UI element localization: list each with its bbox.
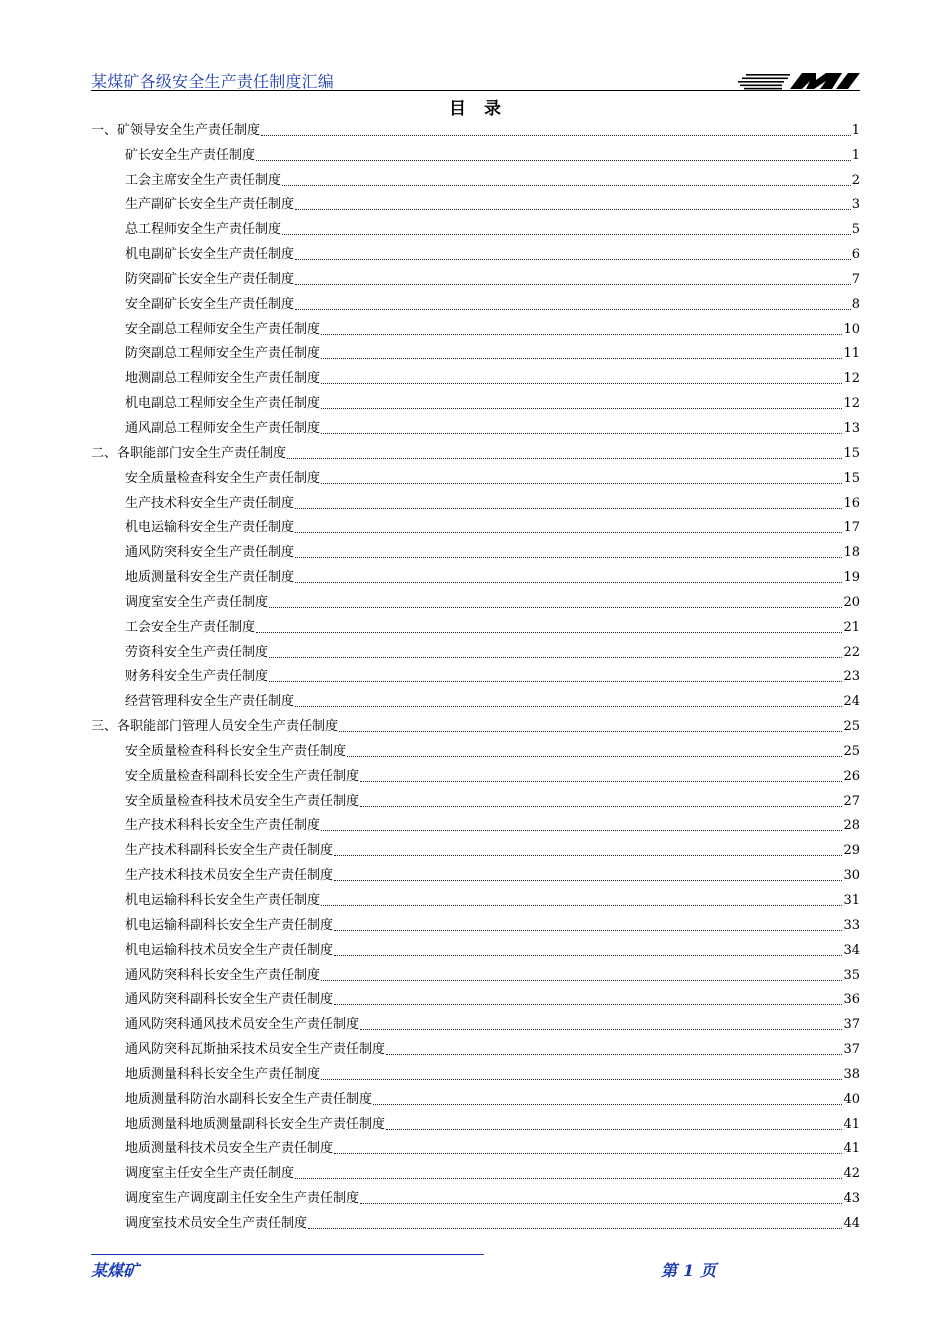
- toc-entry-page: 23: [843, 669, 860, 685]
- toc-entry[interactable]: [91, 288, 860, 313]
- toc-dot-leader: [339, 731, 842, 732]
- toc-entry[interactable]: [91, 611, 860, 636]
- toc-dot-leader: [287, 458, 842, 459]
- toc-dot-leader: [295, 557, 842, 558]
- toc-entry-title: 调度室技术员安全生产责任制度: [125, 1215, 308, 1231]
- toc-dot-leader: [295, 706, 842, 707]
- toc-entry[interactable]: [91, 487, 860, 512]
- toc-entry[interactable]: [91, 1058, 860, 1083]
- toc-entry-title: 机电运输科科长安全生产责任制度: [125, 893, 321, 908]
- toc-entry-title: 安全质量检查科副科长安全生产责任制度: [125, 768, 360, 784]
- toc-entry-page: 38: [843, 1066, 860, 1082]
- toc-entry[interactable]: [91, 412, 860, 437]
- toc-entry-page: 22: [843, 644, 860, 660]
- toc-entry-page: 20: [843, 594, 860, 610]
- toc-entry-title: 地质测量科地质测量副科长安全生产责任制度: [125, 1116, 386, 1132]
- toc-entry-title: 安全副矿长安全生产责任制度: [125, 296, 295, 312]
- toc-entry-title: 工会主席安全生产责任制度: [125, 172, 282, 188]
- toc-entry-title: 总工程师安全生产责任制度: [125, 222, 282, 238]
- page-prefix: 第: [661, 1261, 678, 1280]
- toc-entry[interactable]: [91, 834, 860, 859]
- toc-entry-page: 21: [843, 619, 860, 635]
- toc-entry-page: 3: [851, 197, 860, 213]
- toc-entry[interactable]: [91, 661, 860, 686]
- toc-dot-leader: [295, 309, 851, 310]
- toc-entry-title: 通风防突科安全生产责任制度: [125, 545, 295, 561]
- toc-dot-leader: [321, 1079, 842, 1080]
- toc-entry-title: 安全副总工程师安全生产责任制度: [125, 321, 321, 337]
- header-rule: [91, 90, 860, 91]
- toc-entry[interactable]: [91, 213, 860, 238]
- toc-entry-page: 16: [843, 495, 860, 511]
- toc-entry-title: 机电副总工程师安全生产责任制度: [125, 396, 321, 412]
- toc-dot-leader: [334, 930, 842, 931]
- toc-entry-page: 24: [843, 694, 860, 710]
- toc-dot-leader: [386, 1054, 842, 1055]
- toc-entry[interactable]: [91, 984, 860, 1009]
- toc-entry-title: 经营管理科安全生产责任制度: [125, 694, 295, 710]
- toc-dot-leader: [334, 955, 842, 956]
- stylized-m-logo-icon: [736, 72, 860, 90]
- toc-entry-title: 矿长安全生产责任制度: [125, 147, 256, 163]
- toc-entry-page: 42: [843, 1166, 860, 1182]
- toc-entry-title: 工会安全生产责任制度: [125, 619, 256, 635]
- toc-entry-title: 生产副矿长安全生产责任制度: [125, 197, 295, 213]
- toc-entry-page: 34: [843, 942, 860, 958]
- toc-entry-page: 15: [843, 470, 860, 486]
- toc-section-entry[interactable]: [91, 710, 860, 735]
- footer-org: 某煤矿: [91, 1261, 140, 1280]
- toc-dot-leader: [269, 607, 842, 608]
- toc-entry-page: 8: [851, 296, 860, 312]
- toc-entry[interactable]: [91, 884, 860, 909]
- toc-entry-page: 27: [843, 793, 860, 809]
- toc-dot-leader: [295, 259, 851, 260]
- toc-entry-page: 1: [851, 122, 860, 138]
- toc-entry-title: 调度室安全生产责任制度: [125, 594, 269, 610]
- toc-dot-leader: [334, 880, 842, 881]
- toc-dot-leader: [256, 632, 842, 633]
- toc-entry-title: 地测副总工程师安全生产责任制度: [125, 371, 321, 387]
- toc-entry-title: 安全质量检查科技术员安全生产责任制度: [125, 793, 360, 809]
- toc-dot-leader: [321, 433, 842, 434]
- toc-dot-leader: [360, 781, 842, 782]
- toc-dot-leader: [347, 756, 842, 757]
- toc-dot-leader: [295, 582, 842, 583]
- toc-entry-page: 2: [851, 172, 860, 188]
- toc-entry[interactable]: [91, 561, 860, 586]
- toc-entry-page: 7: [851, 271, 860, 287]
- toc-dot-leader: [321, 383, 842, 384]
- page-header: [91, 66, 860, 92]
- toc-entry[interactable]: [91, 586, 860, 611]
- toc-entry-title: 调度室生产调度副主任安全生产责任制度: [125, 1191, 360, 1207]
- toc-dot-leader: [321, 980, 842, 981]
- toc-dot-leader: [321, 830, 842, 831]
- toc-entry-title: 机电运输科副科长安全生产责任制度: [125, 917, 334, 933]
- toc-entry[interactable]: [91, 512, 860, 537]
- toc-entry[interactable]: [91, 1083, 860, 1108]
- toc-dot-leader: [269, 681, 842, 682]
- toc-dot-leader: [295, 532, 842, 533]
- toc-entry[interactable]: [91, 1182, 860, 1207]
- toc-entry-page: 12: [843, 396, 860, 412]
- toc-entry-page: 19: [843, 570, 860, 586]
- toc-entry[interactable]: [91, 1207, 860, 1232]
- toc-entry-title: 机电运输科技术员安全生产责任制度: [125, 942, 334, 958]
- toc-entry[interactable]: [91, 1157, 860, 1182]
- toc-dot-leader: [295, 209, 851, 210]
- toc-entry[interactable]: [91, 685, 860, 710]
- toc-dot-leader: [386, 1129, 842, 1130]
- toc-entry[interactable]: [91, 785, 860, 810]
- toc-dot-leader: [256, 160, 851, 161]
- toc-entry[interactable]: [91, 760, 860, 785]
- toc-entry[interactable]: [91, 338, 860, 363]
- toc-dot-leader: [360, 806, 842, 807]
- toc-entry-page: 15: [843, 445, 860, 461]
- toc-entry-page: 30: [843, 868, 860, 884]
- toc-entry-page: 25: [843, 743, 860, 759]
- toc-title: 目录: [449, 99, 519, 119]
- page-suffix: 页: [700, 1261, 717, 1280]
- toc-entry-page: 40: [843, 1091, 860, 1107]
- toc-entry-title: 地质测量科安全生产责任制度: [125, 570, 295, 586]
- toc-dot-leader: [321, 408, 842, 409]
- toc-entry-title: 机电运输科安全生产责任制度: [125, 520, 295, 536]
- toc-entry-title: 通风防突科瓦斯抽采技术员安全生产责任制度: [125, 1042, 386, 1058]
- toc-entry-title: 通风防突科副科长安全生产责任制度: [125, 992, 334, 1008]
- toc-dot-leader: [334, 1004, 842, 1005]
- toc-entry-page: 12: [843, 371, 860, 387]
- toc-entry[interactable]: [91, 164, 860, 189]
- toc-entry-title: 地质测量科技术员安全生产责任制度: [125, 1141, 334, 1157]
- toc-dot-leader: [373, 1104, 842, 1105]
- toc-entry-title: 通风副总工程师安全生产责任制度: [125, 420, 321, 436]
- toc-entry-page: 41: [843, 1116, 860, 1132]
- toc-entry[interactable]: [91, 1033, 860, 1058]
- toc-entry[interactable]: [91, 139, 860, 164]
- toc-entry[interactable]: [91, 1133, 860, 1158]
- toc-entry[interactable]: [91, 387, 860, 412]
- toc-entry-title: 生产技术科科长安全生产责任制度: [125, 818, 321, 834]
- toc-entry-title: 一、矿领导安全生产责任制度: [91, 122, 261, 138]
- toc-entry-title: 生产技术科副科长安全生产责任制度: [125, 843, 334, 859]
- toc-entry-title: 防突副总工程师安全生产责任制度: [125, 346, 321, 362]
- toc-entry-page: 6: [851, 247, 860, 263]
- toc-entry[interactable]: [91, 934, 860, 959]
- toc-entry-title: 安全质量检查科安全生产责任制度: [125, 470, 321, 486]
- toc-dot-leader: [360, 1203, 842, 1204]
- toc-entry[interactable]: [91, 189, 860, 214]
- toc-dot-leader: [334, 1153, 842, 1154]
- toc-dot-leader: [321, 358, 842, 359]
- toc-entry-page: 31: [843, 893, 860, 908]
- toc-entry-page: 28: [843, 818, 860, 834]
- toc-entry-page: 25: [843, 719, 860, 735]
- toc-entry-title: 劳资科安全生产责任制度: [125, 644, 269, 660]
- toc-entry-page: 10: [843, 321, 860, 337]
- toc-entry[interactable]: [91, 313, 860, 338]
- toc-entry[interactable]: [91, 238, 860, 263]
- toc-entry-page: 11: [843, 346, 860, 362]
- toc-entry-page: 37: [843, 1017, 860, 1033]
- toc-entry-title: 生产技术科安全生产责任制度: [125, 495, 295, 511]
- toc-entry-title: 通风防突科科长安全生产责任制度: [125, 967, 321, 983]
- toc-entry-title: 机电副矿长安全生产责任制度: [125, 247, 295, 263]
- toc-dot-leader: [282, 234, 851, 235]
- toc-dot-leader: [269, 657, 842, 658]
- toc-entry-page: 33: [843, 917, 860, 933]
- toc-dot-leader: [295, 1178, 842, 1179]
- toc-entry-page: 17: [843, 520, 860, 536]
- toc-entry-title: 生产技术科技术员安全生产责任制度: [125, 868, 334, 884]
- toc-entry-title: 安全质量检查科科长安全生产责任制度: [125, 743, 347, 759]
- toc-entry-page: 18: [843, 545, 860, 561]
- toc-entry[interactable]: [91, 859, 860, 884]
- toc-entry-page: 37: [843, 1042, 860, 1058]
- toc-entry[interactable]: [91, 362, 860, 387]
- toc-dot-leader: [334, 855, 842, 856]
- toc-entry-page: 13: [843, 420, 860, 436]
- document-title: 某煤矿各级安全生产责任制度汇编: [91, 72, 335, 91]
- toc-dot-leader: [360, 1029, 842, 1030]
- toc-dot-leader: [295, 284, 851, 285]
- toc-entry[interactable]: [91, 636, 860, 661]
- toc-entry[interactable]: [91, 263, 860, 288]
- toc-entry-page: 29: [843, 843, 860, 859]
- toc-entry[interactable]: [91, 735, 860, 760]
- toc-entry-title: 三、各职能部门管理人员安全生产责任制度: [91, 719, 339, 735]
- table-of-contents: [91, 114, 860, 1232]
- toc-dot-leader: [261, 135, 851, 136]
- toc-dot-leader: [321, 483, 842, 484]
- toc-entry-page: 35: [843, 967, 860, 983]
- toc-entry[interactable]: [91, 1108, 860, 1133]
- toc-entry-title: 调度室主任安全生产责任制度: [125, 1166, 295, 1182]
- toc-entry[interactable]: [91, 1008, 860, 1033]
- toc-entry-title: 地质测量科防治水副科长安全生产责任制度: [125, 1091, 373, 1107]
- toc-entry-title: 防突副矿长安全生产责任制度: [125, 271, 295, 287]
- toc-entry[interactable]: [91, 959, 860, 984]
- toc-entry-page: 36: [843, 992, 860, 1008]
- toc-dot-leader: [282, 185, 851, 186]
- toc-entry[interactable]: [91, 462, 860, 487]
- toc-dot-leader: [308, 1228, 842, 1229]
- toc-dot-leader: [321, 905, 842, 906]
- toc-entry-title: 二、各职能部门安全生产责任制度: [91, 445, 287, 461]
- footer-page-number: [661, 1258, 722, 1281]
- toc-section-entry[interactable]: [91, 114, 860, 139]
- toc-entry-page: 26: [843, 768, 860, 784]
- toc-entry[interactable]: [91, 810, 860, 835]
- toc-entry-title: 财务科安全生产责任制度: [125, 669, 269, 685]
- page-number: 1: [683, 1261, 695, 1280]
- toc-dot-leader: [295, 508, 842, 509]
- toc-entry-title: 通风防突科通风技术员安全生产责任制度: [125, 1017, 360, 1033]
- toc-entry-page: 1: [851, 147, 860, 163]
- footer-rule: [91, 1254, 484, 1255]
- toc-entry-page: 5: [851, 222, 860, 238]
- toc-entry[interactable]: [91, 536, 860, 561]
- toc-entry-page: 43: [843, 1191, 860, 1207]
- toc-dot-leader: [321, 334, 842, 335]
- toc-entry-page: 44: [843, 1215, 860, 1231]
- toc-entry-title: 地质测量科科长安全生产责任制度: [125, 1066, 321, 1082]
- toc-entry-page: 41: [843, 1141, 860, 1157]
- toc-entry[interactable]: [91, 909, 860, 934]
- toc-section-entry[interactable]: [91, 437, 860, 462]
